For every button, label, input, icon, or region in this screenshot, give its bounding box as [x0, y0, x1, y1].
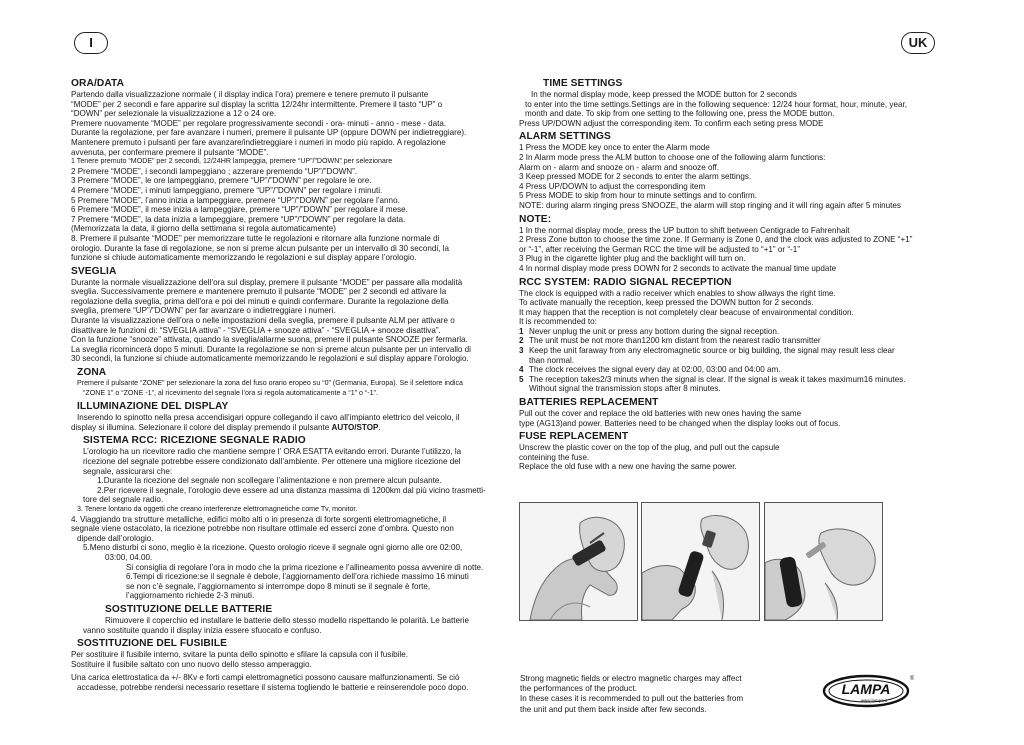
list-number: 1	[519, 326, 524, 336]
text-line: 5 Press MODE to skip from hour to minute settings and to confirm.	[519, 191, 757, 201]
text-line: accadesse, potrebbe rendersi necessario resettare il sistema togliendo le batterie e reinserendole poco dopo.	[77, 682, 469, 692]
text-line: segnale, assicurarsi che:	[83, 466, 173, 476]
fusibile-text	[71, 650, 501, 692]
batterie-text	[71, 616, 501, 635]
step-line: 1 Tenere premuto “MODE” per 2 secondi, 12/24HR lampeggia, premere “UP”/”DOWN” per selezionare	[71, 157, 393, 166]
logo-url: www.lampa.it	[860, 698, 888, 703]
section-title-rcc-system: RCC SYSTEM: RADIO SIGNAL RECEPTION	[519, 276, 732, 288]
english-column	[519, 78, 944, 472]
text-line: 1 In the normal display mode, press the UP button to shift between Centigrade to Fahrenhait	[519, 225, 850, 235]
text-line: Durante la visualizzazione dell’ora o nelle impostazioni della sveglia, premere il pulsante ALM per attivare o	[71, 316, 455, 326]
list-text: Never unplug the unit or press any bottom during the signal reception.	[529, 326, 780, 336]
text-line: Durante la regolazione, per fare avanzare i numeri, premere il pulsante UP (oppure DOWN per indietreggiare).	[71, 128, 467, 138]
text-line: 03:00, 04.00.	[105, 552, 153, 562]
text-line: to enter into the time settings.Settings are in the following sequence: 12/24 hour format, hour, minute, year,	[525, 99, 907, 109]
language-badge-italian: I	[74, 32, 108, 54]
step-line: orologio. Durante la fase di regolazione, se non si preme alcun pulsante per un intervallo di 30 secondi, la	[71, 243, 449, 253]
list-text: The reception takes2/3 minuts when the signal is clear. If the signal is weak it takes maximum16 minutes.	[529, 374, 906, 384]
text-line: 6.Tempi di ricezione:se il segnale è debole, l’aggiornamento dell’ora richiede massimo 16 minuti	[126, 572, 469, 582]
text-line: Pull out the cover and replace the old batteries with new ones having the same	[519, 409, 802, 419]
step-line: 8. Premere il pulsante “MODE” per memorizzare tutte le regolazioni e ritornare alla funzione normale di	[71, 233, 440, 243]
text-line: 4 In normal display mode press DOWN for 2 seconds to activate the manual time update	[519, 263, 837, 273]
text-line: 4. Viaggiando tra strutture metalliche, edifici molto alti o in presenza di forte sorgenti elettromagnetiche, il	[71, 514, 447, 524]
lampa-logo	[822, 673, 914, 709]
section-title-note: NOTE:	[519, 213, 552, 225]
text-line: vanno sostituite quando il display inizia essere sfuocato e confuso.	[83, 625, 322, 635]
list-number: 3	[519, 346, 524, 356]
text-line: The clock is equipped with a radio receiver which enables to show allways the right time.	[519, 288, 836, 298]
ora-data-text	[71, 90, 501, 263]
text-line: 3 Plug in the cigarette lighter plug and the backlight will turn on.	[519, 254, 746, 264]
section-title-sveglia: SVEGLIA	[71, 265, 117, 277]
text-fragment: display si illumina. Selezionare il colore del display premendo il pulsante	[71, 422, 332, 432]
fuse-replacement-photos	[519, 502, 884, 620]
step-line: 4 Premere “MODE”, i minuti lampeggiano, premere “UP”/”DOWN” per regolare i minuti.	[71, 185, 383, 195]
bottom-warning-note	[520, 674, 785, 715]
photo-hands-fuse	[764, 502, 883, 621]
auto-stop-label: AUTO/STOP	[331, 422, 379, 432]
rcc-text-english	[519, 289, 944, 395]
text-line: dipende dall’orologio.	[77, 533, 154, 543]
text-line: Alarm on - alarm and snooze on - alarm and snooze off.	[519, 162, 720, 172]
rcc-list-item	[519, 365, 944, 375]
text-line: ricezione del segnale potrebbe essere condizionato dall’ambiente. Per ottenere una migliore ricezione del	[83, 457, 461, 466]
list-text: The unit must be not more than1200 km distant from the nearest radio transmitter	[529, 336, 821, 346]
text-fragment: .	[378, 422, 381, 432]
photo-hands-cap	[641, 502, 760, 621]
time-settings-text	[519, 90, 944, 128]
section-title-ora-data: ORA/DATA	[71, 78, 125, 89]
text-line: 30 secondi, la funzione si chiude automaticamente memorizzando le regolazioni e sul display appare l’orologio.	[71, 354, 469, 364]
text-line: La sveglia ricomincerà dopo 5 minuti. Durante la regolazione se non si preme alcun pulsante per un intervallo di	[71, 344, 471, 354]
rcc-items	[519, 327, 944, 394]
note-text	[519, 226, 944, 274]
rcc-list-item	[519, 327, 944, 337]
text-line: It is recommended to:	[519, 317, 597, 327]
rcc-list-item	[519, 375, 944, 385]
step-line: 2 Premere “MODE”, i secondi lampeggiano ; azzerare premendo “UP”/”DOWN”.	[71, 166, 358, 176]
text-line: In these cases it is recommended to pull out the batteries from	[520, 694, 744, 704]
text-line: Partendo dalla visualizzazione normale ( il display indica l’ora) premere e tenere premuto il pulsante	[71, 90, 429, 99]
text-line: Una carica elettrostatica da +/- 8Kv e forti campi elettromagnetici possono causare malfunzionamenti. Se ciò	[71, 673, 460, 683]
text-line: the performances of the product.	[520, 684, 637, 694]
text-line: Per sostituire il fusibile interno, svitare la punta dello spinotto e sfilare la capsula con il fusibile.	[71, 650, 408, 660]
text-line: se non c’è segnale, l’aggiornamento si interrompe dopo 8 minuti se il segnale è forte,	[126, 581, 431, 591]
step-line: 5 Premere “MODE”, l’anno inizia a lampeggiare, premere “UP”/”DOWN” per regolare l’anno.	[71, 195, 400, 205]
text-line: Con la funzione “snooze” attivata, quando la sveglia/allarme suona, premere il pulsante SNOOZE per fermarla.	[71, 335, 468, 345]
list-number: 5	[519, 374, 524, 384]
text-line: Mantenere premuto i pulsanti per fare avanzare/indietreggiare i numeri in modo più rapido. A regolazione	[71, 137, 446, 147]
text-line: sveglia. Successivamente premere e mantenere premuto il pulsante “MODE” per 2 secondi ed attivare la	[71, 287, 447, 297]
text-line: Si consiglia di regolare l’ora in modo che la prima ricezione e l’allineamento possa avvenire di notte.	[126, 562, 484, 572]
list-number: 4	[519, 365, 524, 375]
text-line: month and date. To skip from one setting to the following one, press the MODE button.	[525, 109, 835, 119]
photo-hands-unscrew	[519, 502, 638, 621]
text-line: regolazione della sveglia, prima dell’ora e poi dei minuti e quindi confermare. Durante la regolazione della	[71, 296, 449, 306]
text-line: conteining the fuse.	[519, 452, 590, 462]
rcc-list-item	[519, 384, 944, 394]
fuse-text	[519, 443, 944, 472]
alarm-settings-text	[519, 143, 944, 210]
logo-wordmark: LAMPA	[841, 681, 891, 697]
text-line: NOTE: during alarm ringing press SNOOZE, the alarm will stop ringing and it will ring again after 5 minutes	[519, 200, 901, 210]
text-line: In the normal display mode, keep pressed the MODE button for 2 seconds	[531, 90, 797, 99]
text-line: Strong magnetic fields or electro magnetic charges may affect	[520, 674, 742, 683]
text-line: Rimuovere il coperchio ed installare le batterie dello stesso modello rispettando le polarità. Le batterie	[105, 615, 469, 625]
text-line: type (AG13)and power. Batteries need to be changed when the display looks out of focus.	[519, 418, 841, 428]
section-title-fusibile: SOSTITUZIONE DEL FUSIBILE	[77, 638, 228, 650]
section-title-fuse-replacement: FUSE REPLACEMENT	[519, 431, 629, 443]
text-line: 3 Keep pressed MODE for 2 seconds to enter the alarm settings.	[519, 172, 752, 182]
sveglia-text	[71, 278, 501, 364]
text-line: “DOWN” per selezionale la visualizzazione a 12 o 24 ore.	[71, 109, 277, 119]
text-line: 2 In Alarm mode press the ALM button to choose one of the following alarm functions:	[519, 152, 826, 162]
section-title-time-settings: TIME SETTINGS	[543, 78, 623, 89]
text-line: “ZONE 1” o “ZONE -1”, al ricevimento del segnale l’ora si regola automaticamente a “1” o “-1”.	[83, 388, 378, 397]
step-line: 7 Premere “MODE”, la data inizia a lampeggiare, premere “UP”/”DOWN” per regolare la data.	[71, 214, 406, 224]
text-line: Premere il pulsante “ZONE” per selezionare la zona del fuso orario eropeo su “0” (Germania, Europa). Se il selettore indica	[77, 379, 464, 388]
language-badge-english: UK	[901, 32, 935, 54]
list-text: Keep the unit faraway from any electromagnetic source or big building, the signal may result less clear	[529, 346, 895, 356]
text-line: segnale viene ostacolato, la ricezione potrebbe non risultare ottimale ed esserci zone d’ombra. Questo non	[71, 524, 454, 534]
lampa-logo-icon	[822, 673, 914, 709]
step-line: funzione si chiude automaticamente memorizzando le regolazioni e sul display appare l’orologio.	[71, 253, 417, 263]
text-line: disattivare le funzioni di: “SVEGLIA attiva” - “SVEGLIA + snooze attiva” - “SVEGLIA + snooze disattiva”.	[71, 325, 441, 335]
section-title-zona: ZONA	[77, 367, 107, 379]
list-number: 2	[519, 336, 524, 346]
illuminazione-text	[71, 413, 501, 432]
text-line	[71, 423, 501, 433]
list-text: The clock receives the signal every day at 02:00, 03:00 and 04:00 am.	[529, 365, 781, 375]
rcc-list-item	[519, 356, 944, 366]
list-text: Without signal the transmission stops after 8 minutes.	[529, 384, 721, 394]
section-title-alarm-settings: ALARM SETTINGS	[519, 131, 611, 143]
text-line: 3. Tenere lontano da oggetti che creano interferenze elettromagnetiche come Tv, monitor.	[77, 504, 358, 513]
text-line: To activate manually the reception, keep pressed the DOWN button for 2 seconds.	[519, 298, 814, 308]
text-line: avvenuta, per confermare premere il pulsante “MODE”.	[71, 147, 269, 157]
text-line: Press UP/DOWN adjust the corresponding item. To confirm each seting press MODE	[519, 118, 824, 128]
text-line: l’aggiornamento richiede 2-3 minuti.	[126, 591, 255, 601]
rcc-list-item	[519, 346, 944, 356]
section-title-batteries-replacement: BATTERIES REPLACEMENT	[519, 397, 659, 409]
fuse-photo-icon	[765, 503, 882, 620]
text-line: Unscrew the plastic cover on the top of the plug, and pull out the capsule	[519, 443, 780, 453]
text-line: “MODE” per 2 secondi e fare apparire sul display la scritta 12/24hr intermittente. Premere il tasto “UP” o	[71, 99, 443, 109]
text-line: 2.Per ricevere il segnale, l’orologio deve essere ad una distanza massima di 1200km dal più vicino trasmetti-	[97, 485, 486, 495]
text-line: Durante la normale visualizzazione dell’ora sul display, premere il pulsante “MODE” per passare alla modalità	[71, 277, 463, 287]
plug-photo-icon	[642, 503, 759, 620]
section-title-batterie: SOSTITUZIONE DELLE BATTERIE	[105, 603, 273, 615]
text-line: 5.Meno disturbi ci sono, meglio è la ricezione. Questo orologio riceve il segnale ogni giorno alle ore 02:00,	[83, 543, 463, 553]
section-title-sistema-rcc: SISTEMA RCC: RICEZIONE SEGNALE RADIO	[83, 435, 306, 447]
zona-text	[71, 379, 501, 398]
rcc-text-italian	[71, 447, 501, 601]
text-line: tore del segnale radio.	[83, 495, 164, 505]
text-line: Inserendo lo spinotto nella presa accendisigari oppure collegando il cavo all’impianto elettrico del veicolo, il	[77, 413, 460, 423]
text-line: 1.Durante la ricezione del segnale non scollegare l’alimentazione e non premere alcun pulsante.	[97, 476, 442, 486]
text-line: L’orologio ha un ricevitore radio che mantiene sempre l’ ORA ESATTA evitando errori. Durante l’utilizzo, la	[83, 447, 462, 457]
rcc-list-item	[519, 336, 944, 346]
italian-column	[71, 78, 501, 692]
text-line: Sostituire il fusibile saltato con uno nuovo dello stesso amperaggio.	[71, 659, 312, 669]
logo-registered-mark: ®	[910, 676, 914, 682]
text-line: sveglia, premere “UP”/”DOWN” per far avanzare o indietreggiare i numeri.	[71, 306, 336, 316]
section-title-illuminazione: ILLUMINAZIONE DEL DISPLAY	[77, 401, 229, 413]
text-line: It may happen that the reception is not completely clear beacuse of envaironmental condition.	[519, 307, 854, 317]
batteries-text	[519, 409, 944, 428]
hand-photo-icon	[520, 503, 637, 620]
list-text: than normal.	[529, 355, 574, 365]
text-line: the unit and put them back inside after few seconds.	[520, 704, 707, 714]
text-line: 1 Press the MODE key once to enter the Alarm mode	[519, 143, 710, 153]
step-line: 6 Premere “MODE”, il mese inizia a lampeggiare, premere “UP”/”DOWN” per regolare il mese.	[71, 205, 408, 215]
text-line: 2 Press Zone button to choose the time zone. If Germany is Zone 0, and the clock was adjusted to ZONE “+1”	[519, 235, 913, 245]
step-line: 3 Premere “MODE”, le ore lampeggiano, premere “UP”/”DOWN” per regolare le ore.	[71, 176, 372, 186]
text-line: or “-1”, after receiving the German RCC the time will be adjusted to “+1” or “-1”	[519, 244, 800, 254]
text-line: Premere nuovamente “MODE” per regolare progressivamente secondi - ora- minuti - anno - mese - data.	[71, 118, 447, 128]
step-line: (Memorizzata la data, il giorno della settimana si regola automaticamente)	[71, 224, 336, 234]
text-line: Replace the old fuse with a new one having the same power.	[519, 462, 737, 472]
text-line: 4 Press UP/DOWN to adjust the corresponding item	[519, 181, 706, 191]
